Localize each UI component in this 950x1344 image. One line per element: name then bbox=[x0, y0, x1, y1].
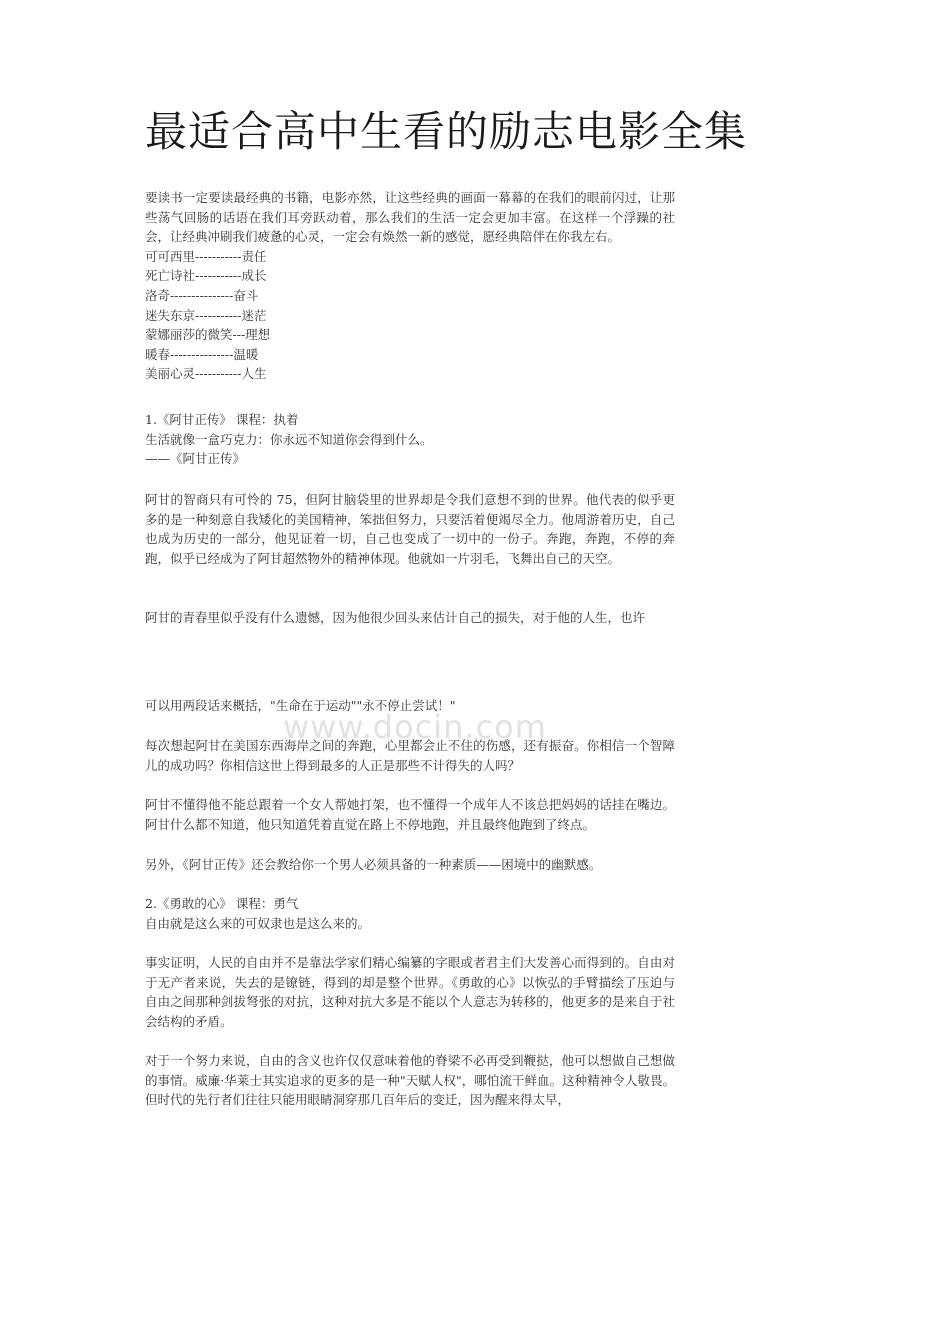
quote-source: ——《阿甘正传》 bbox=[145, 451, 246, 467]
section-1-para-6 bbox=[145, 855, 675, 875]
movie-list-item: 死亡诗社-----------成长 bbox=[145, 268, 267, 284]
paragraph: 可以用两段话来概括，"生命在于运动""永不停止尝试！" bbox=[145, 698, 456, 713]
section-1-para-1 bbox=[145, 490, 675, 568]
section-quote: 生活就像一盒巧克力：你永远不知道你会得到什么。 bbox=[145, 431, 433, 447]
intro-block bbox=[145, 188, 675, 384]
paragraph: 对于一个努力来说，自由的含义也许仅仅意味着他的脊梁不必再受到鞭挞，他可以想做自己想做的事情。威廉·华莱士其实追求的更多的是一种"天赋人权"，哪怕流干鲜血。这种精神令人敬畏。但时代的先行者们往往只能用眼睛洞穿那几百年后的变迁，因为醒来得太早， bbox=[145, 1053, 675, 1108]
paragraph: 事实证明，人民的自由并不是靠法学家们精心编纂的字眼或者君主们大发善心而得到的。自由对于无产者来说，失去的是镣链，得到的却是整个世界。《勇敢的心》以恢弘的手臂描绘了压迫与自由之间那种剑拔弩张的对抗，这种对抗大多是不能以个人意志为转移的，他更多的是来自于社会结构的矛盾。 bbox=[145, 955, 675, 1029]
movie-list-item: 美丽心灵-----------人生 bbox=[145, 366, 267, 382]
paragraph: 阿甘不懂得他不能总跟着一个女人帮她打架，也不懂得一个成年人不该总把妈妈的话挂在嘴边。阿甘什么都不知道，他只知道凭着直觉在路上不停地跑，并且最终他跑到了终点。 bbox=[145, 797, 675, 832]
section-1-para-5 bbox=[145, 795, 675, 834]
paragraph: 另外，《阿甘正传》还会教给你一个男人必须具备的一种素质——困境中的幽默感。 bbox=[145, 857, 602, 872]
intro-paragraph: 要读书一定要读最经典的书籍，电影亦然，让这些经典的画面一幕幕的在我们的眼前闪过，让那些荡气回肠的话语在我们耳旁跃动着，那么我们的生活一定会更加丰富。在这样一个浮躁的社会，让经典冲刷我们疲惫的心灵，一定会有焕然一新的感觉，愿经典陪伴在你我左右。 bbox=[145, 190, 675, 245]
movie-list-item: 蒙娜丽莎的微笑---理想 bbox=[145, 327, 271, 343]
section-1-para-2 bbox=[145, 608, 675, 628]
movie-list-item: 可可西里-----------责任 bbox=[145, 248, 267, 264]
page-title: 最适合高中生看的励志电影全集 bbox=[145, 107, 748, 156]
movie-list-item: 洛奇---------------奋斗 bbox=[145, 287, 259, 303]
paragraph: 每次想起阿甘在美国东西海岸之间的奔跑，心里都会止不住的伤感，还有振奋。你相信一个智障儿的成功吗？你相信这世上得到最多的人正是那些不计得失的人吗？ bbox=[145, 738, 675, 773]
section-2-para-1 bbox=[145, 953, 675, 1031]
movie-list-item: 迷失东京-----------迷茫 bbox=[145, 307, 267, 323]
section-2-header bbox=[145, 894, 675, 933]
paragraph: 阿甘的青春里似乎没有什么遗憾，因为他很少回头来估计自己的损失，对于他的人生，也许 bbox=[145, 610, 646, 625]
section-1-para-4 bbox=[145, 736, 675, 775]
section-quote: 自由就是这么来的可奴隶也是这么来的。 bbox=[145, 915, 371, 931]
section-heading: 1.《阿甘正传》 课程：执着 bbox=[145, 412, 299, 427]
movie-list bbox=[145, 247, 675, 384]
section-2-para-2 bbox=[145, 1051, 675, 1110]
section-heading: 2.《勇敢的心》 课程：勇气 bbox=[145, 896, 299, 911]
paragraph: 阿甘的智商只有可怜的 75，但阿甘脑袋里的世界却是令我们意想不到的世界。他代表的似乎更多的是一种刻意自我矮化的美国精神，笨拙但努力，只要活着便竭尽全力。他周游着历史，自己也成为历史的一部分，他见证着一切，自己也变成了一切中的一份子。奔跑，奔跑，不停的奔跑，似乎已经成为了阿甘超然物外的精神体现。他就如一片羽毛，飞舞出自己的天空。 bbox=[145, 492, 675, 566]
watermark: www.docin.com bbox=[283, 708, 547, 746]
section-1-header bbox=[145, 410, 675, 469]
movie-list-item: 暖春---------------温暖 bbox=[145, 346, 259, 362]
